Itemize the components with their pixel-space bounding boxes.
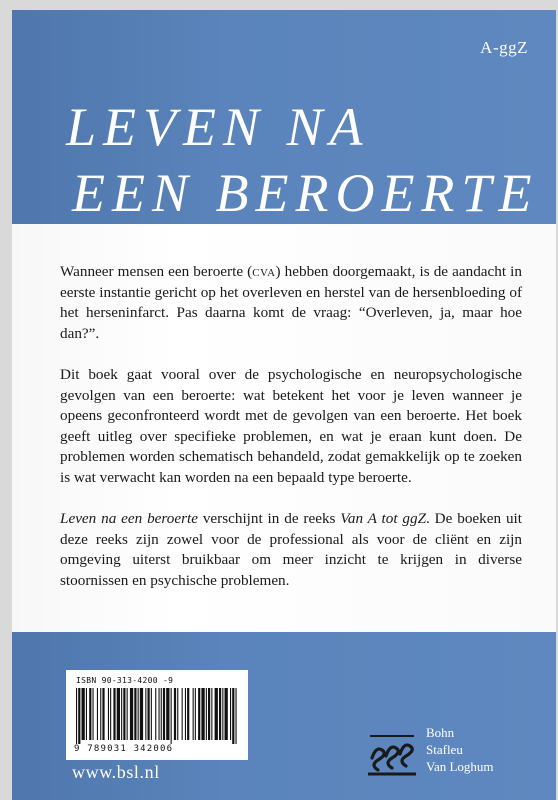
publisher-name-1: Bohn	[426, 725, 455, 740]
blurb-paragraph-1: Wanneer mensen een beroerte (cva) hebben doorgemaakt, is de aandacht in eerste instantie gericht op het overleven en herstel van de hersenbloeding of het herseninfarct. Pas daarna komt de vraag: “Overleven, ja, maar hoe dan?”.	[60, 263, 522, 342]
publisher-name-3: Van Loghum	[426, 759, 494, 774]
blurb-paragraph-2: Dit boek gaat vooral over de psychologische en neuropsychologische gevolgen van een beroerte: wat betekent het voor je leven wanneer je opeens geconfronteerd wordt met de gevolgen van een beroerte. Het boek geeft uitleg over specifieke problemen, en wat je eraan kunt doen. De problemen worden schematisch behandeld, zodat gemakkelijk op te zoeken is wat verwacht kan worden na een bepaald type beroerte.	[60, 365, 522, 486]
abbreviation-cva: cva	[252, 263, 276, 280]
publisher-block	[366, 724, 546, 784]
barcode-bars-icon	[74, 688, 240, 744]
ean-number: 9 789031 342006	[74, 744, 174, 754]
series-label: A-ggZ	[480, 38, 528, 57]
barcode	[66, 670, 248, 760]
publisher-website-link[interactable]: www.bsl.nl	[72, 762, 160, 782]
bsl-logo-icon	[366, 728, 418, 778]
publisher-name-2: Stafleu	[426, 742, 463, 757]
book-title	[66, 94, 546, 226]
blurb-text	[60, 262, 522, 612]
blurb-paragraph-3: Leven na een beroerte verschijnt in de reeks Van A tot ggZ. De boeken uit deze reeks zijn zowel voor de professional als voor de cliënt en zijn omgeving uiterst bruikbaar om meer inzicht te krijgen in diverse stoornissen en psychische problemen.	[60, 510, 522, 589]
book-title-line-1: LEVEN NA	[66, 97, 370, 157]
series-reference: Van A tot ggZ	[340, 510, 427, 528]
book-title-reference: Leven na een beroerte	[60, 510, 198, 528]
isbn-number: ISBN 90-313-4200 -9	[76, 676, 174, 685]
book-title-line-2: EEN BEROERTE	[72, 163, 539, 223]
publisher-names	[426, 724, 494, 775]
blurb-panel	[12, 224, 556, 632]
